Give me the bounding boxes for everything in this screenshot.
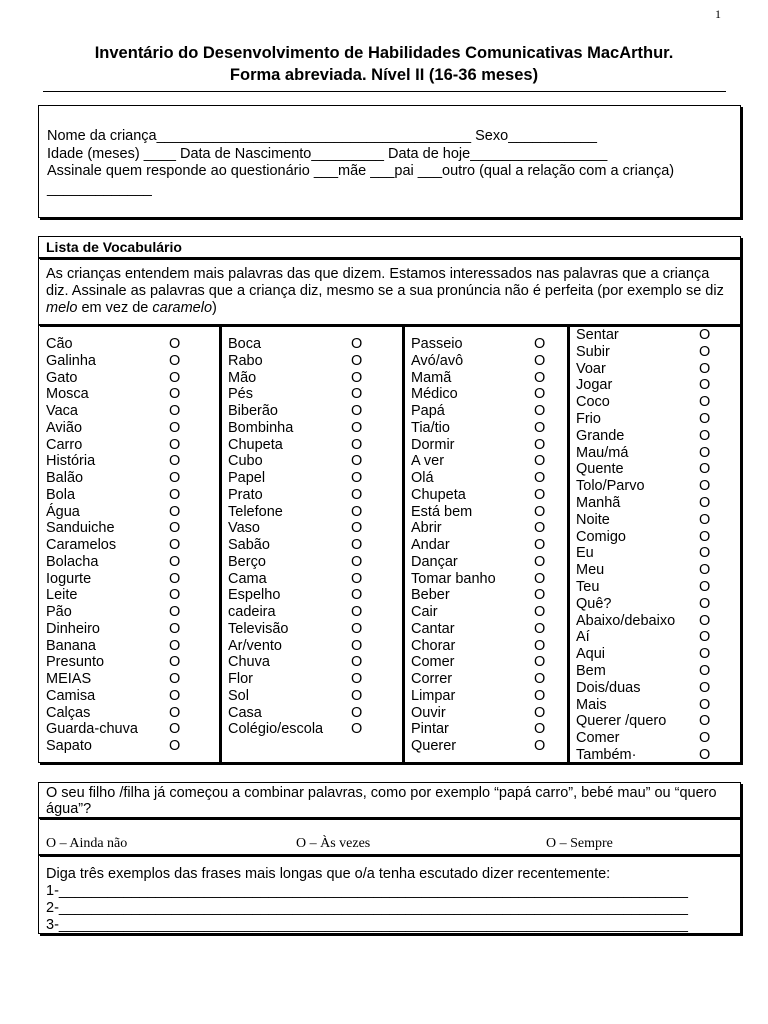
vocab-checkbox[interactable]: O	[534, 637, 546, 654]
vocab-checkbox[interactable]: O	[169, 503, 181, 520]
respondent-relation-field[interactable]: _____________	[47, 180, 152, 197]
vocab-checkbox[interactable]: O	[169, 453, 181, 470]
vocab-word: Dançar	[411, 553, 458, 570]
vocab-word: Sabão	[228, 537, 270, 553]
vocab-word: Sanduiche	[46, 520, 115, 537]
vocab-word: Água	[46, 503, 80, 520]
vocab-word: Jogar	[576, 377, 613, 394]
vocab-word: Calças	[46, 704, 91, 721]
vocab-checkbox[interactable]: O	[351, 386, 363, 403]
vocab-checkbox[interactable]: O	[699, 679, 711, 696]
vocab-word: Aqui	[576, 646, 606, 663]
respondent-field[interactable]: Assinale quem responde ao questionário ___mãe ___pai ___outro (qual a relação com a criança)	[47, 163, 675, 179]
vocab-column-1	[38, 325, 220, 763]
vocab-checkbox[interactable]: O	[699, 646, 711, 663]
longest-phrases-box	[38, 855, 741, 934]
vocab-word: Comer	[411, 654, 455, 671]
vocab-word: Camisa	[46, 687, 96, 704]
vocab-word: Correr	[411, 671, 453, 687]
vocab-checkbox[interactable]: O	[169, 352, 181, 369]
vocab-word: Cão	[46, 336, 73, 352]
vocab-intro-text-2: em vez de	[77, 300, 153, 316]
vocab-word: Bombinha	[228, 419, 294, 436]
phrase-line-1[interactable]: 1-______________________________________________________________________________	[46, 883, 688, 899]
vocab-word: Chupeta	[411, 486, 466, 503]
vocab-checkbox[interactable]: O	[534, 419, 546, 436]
vocab-word: Manhã	[576, 495, 621, 511]
vocab-checkbox[interactable]: O	[699, 545, 711, 562]
vocab-word: Dinheiro	[46, 620, 100, 637]
vocab-checkbox[interactable]: O	[699, 327, 711, 343]
vocab-checkbox[interactable]: O	[699, 747, 711, 763]
vocab-checkbox[interactable]: O	[351, 620, 363, 637]
vocab-checkbox[interactable]: O	[169, 570, 181, 587]
vocab-word: Tolo/Parvo	[576, 478, 645, 495]
vocab-checkbox[interactable]: O	[169, 704, 181, 721]
vocab-checkbox[interactable]: O	[699, 427, 711, 444]
page-number: 1	[715, 7, 721, 21]
vocab-checkbox[interactable]: O	[169, 403, 181, 419]
vocab-checkbox[interactable]: O	[169, 336, 181, 352]
vocab-checkbox[interactable]: O	[169, 637, 181, 654]
vocab-word: Dois/duas	[576, 679, 641, 696]
vocab-checkbox[interactable]: O	[351, 470, 363, 486]
vocab-word: Ar/vento	[228, 637, 282, 654]
vocab-checkbox[interactable]: O	[169, 419, 181, 436]
vocab-word: Teu	[576, 579, 600, 595]
vocab-checkbox[interactable]: O	[534, 704, 546, 721]
vocab-checkbox[interactable]: O	[699, 360, 711, 377]
vocab-checkbox[interactable]: O	[351, 604, 363, 620]
vocab-word: Andar	[411, 537, 450, 553]
vocab-word: Balão	[46, 470, 84, 486]
vocab-word: Médico	[411, 386, 458, 403]
option-sometimes[interactable]: O – Às vezes	[296, 836, 371, 851]
vocab-word: MEIAS	[46, 671, 92, 687]
vocab-word: Dormir	[411, 436, 455, 453]
vocab-word: Avião	[46, 419, 83, 436]
vocab-checkbox[interactable]: O	[534, 336, 546, 352]
vocab-checkbox[interactable]: O	[169, 436, 181, 453]
vocab-checkbox[interactable]: O	[169, 687, 181, 704]
vocab-checkbox[interactable]: O	[351, 369, 363, 386]
vocab-word: Colégio/escola	[228, 721, 324, 738]
vocab-word: Abaixo/debaixo	[576, 612, 676, 629]
vocab-checkbox[interactable]: O	[351, 553, 363, 570]
vocab-checkbox[interactable]: O	[699, 377, 711, 394]
vocab-checkbox[interactable]: O	[534, 738, 546, 754]
phrases-prompt: Diga três exemplos das frases mais longas que o/a tenha escutado dizer recentemente:	[46, 866, 611, 882]
vocab-word: Sentar	[576, 327, 619, 343]
vocab-checkbox[interactable]: O	[351, 403, 363, 419]
child-name-field[interactable]: Nome da criança_______________________________________ Sexo___________	[47, 128, 597, 144]
vocab-checkbox[interactable]: O	[699, 478, 711, 495]
vocab-word: Aí	[576, 629, 590, 646]
page-title	[38, 42, 730, 86]
age-date-field[interactable]: Idade (meses) ____ Data de Nascimento_________ Data de hoje_________________	[47, 145, 608, 162]
vocab-word: Olá	[411, 470, 434, 486]
vocab-word: Iogurte	[46, 570, 92, 587]
vocab-column-4	[568, 325, 741, 763]
vocab-word: Cantar	[411, 620, 455, 637]
vocab-word: Tia/tio	[411, 419, 450, 436]
vocab-checkbox[interactable]: O	[534, 369, 546, 386]
title-line-1: Inventário do Desenvolvimento de Habilidades Comunicativas MacArthur.	[94, 44, 674, 62]
vocab-checkbox[interactable]: O	[169, 470, 181, 486]
vocab-word: Cama	[228, 570, 267, 587]
vocab-checkbox[interactable]: O	[699, 444, 711, 461]
vocab-word: Querer /quero	[576, 713, 667, 730]
vocab-intro-example-1: melo	[46, 300, 78, 316]
vocab-word: Vaca	[46, 403, 78, 419]
vocab-word: Bem	[576, 663, 606, 679]
vocab-word: Carro	[46, 436, 83, 453]
title-line-2: Forma abreviada. Nível II (16-36 meses)	[229, 66, 539, 84]
vocab-word: Quente	[576, 461, 624, 478]
vocab-word: Rabo	[228, 352, 263, 369]
vocab-checkbox[interactable]: O	[534, 570, 546, 587]
vocab-checkbox[interactable]: O	[699, 579, 711, 595]
vocab-column-2	[220, 325, 403, 763]
vocab-word: Mau/má	[576, 444, 629, 461]
vocab-checkbox[interactable]: O	[699, 528, 711, 545]
vocab-checkbox[interactable]: O	[534, 654, 546, 671]
vocab-word: Frio	[576, 411, 601, 427]
vocab-word: Voar	[576, 360, 606, 377]
vocab-checkbox[interactable]: O	[534, 553, 546, 570]
vocab-intro-text-3: )	[212, 300, 217, 316]
vocab-word: Subir	[576, 343, 610, 360]
combine-options	[38, 818, 741, 855]
vocab-checkbox[interactable]: O	[169, 671, 181, 687]
vocab-column-3	[403, 325, 568, 763]
vocab-checkbox[interactable]: O	[699, 511, 711, 528]
vocab-word: Biberão	[228, 403, 278, 419]
vocab-checkbox[interactable]: O	[351, 453, 363, 470]
vocab-word: Chorar	[411, 637, 456, 654]
vocab-word: A ver	[411, 453, 445, 470]
vocab-checkbox[interactable]: O	[169, 620, 181, 637]
vocab-word: Presunto	[46, 654, 105, 671]
vocab-word: Boca	[228, 336, 262, 352]
vocab-word: Caramelos	[46, 537, 117, 553]
vocab-checkbox[interactable]: O	[351, 352, 363, 369]
vocab-checkbox[interactable]: O	[534, 386, 546, 403]
option-not-yet[interactable]: O – Ainda não	[46, 836, 128, 851]
vocab-word: Bolacha	[46, 553, 99, 570]
vocab-word: Flor	[228, 671, 253, 687]
vocab-section-title: Lista de Vocabulário	[38, 236, 741, 258]
vocab-checkbox[interactable]: O	[169, 520, 181, 537]
vocab-checkbox[interactable]: O	[534, 721, 546, 738]
vocab-checkbox[interactable]: O	[534, 352, 546, 369]
vocab-checkbox[interactable]: O	[534, 436, 546, 453]
vocab-word: Espelho	[228, 587, 281, 604]
vocab-word: Televisão	[228, 620, 289, 637]
vocab-checkbox[interactable]: O	[169, 486, 181, 503]
vocab-checkbox[interactable]: O	[534, 486, 546, 503]
vocab-word: Comer	[576, 730, 620, 747]
vocab-intro-example-2: caramelo	[152, 300, 213, 316]
vocab-word: Passeio	[411, 336, 463, 352]
title-rule	[43, 91, 726, 92]
vocab-checkbox[interactable]: O	[534, 587, 546, 604]
vocab-checkbox[interactable]: O	[351, 654, 363, 671]
vocab-word: Mão	[228, 369, 257, 386]
vocab-checkbox[interactable]: O	[351, 704, 363, 721]
vocab-word: Berço	[228, 553, 266, 570]
vocab-word: Grande	[576, 427, 625, 444]
vocab-checkbox[interactable]: O	[351, 336, 363, 352]
vocab-word: Guarda-chuva	[46, 721, 138, 738]
vocab-word: Tomar banho	[411, 570, 496, 587]
vocab-checkbox[interactable]: O	[169, 553, 181, 570]
vocab-word: Leite	[46, 587, 78, 604]
vocab-word: Prato	[228, 486, 263, 503]
vocab-checkbox[interactable]: O	[699, 495, 711, 511]
vocab-checkbox[interactable]: O	[169, 386, 181, 403]
vocab-checkbox[interactable]: O	[169, 537, 181, 553]
vocab-instructions	[38, 258, 741, 325]
phrase-line-2[interactable]: 2-______________________________________________________________________________	[46, 900, 688, 916]
child-info-box	[38, 105, 741, 218]
vocab-checkbox[interactable]: O	[169, 654, 181, 671]
vocab-checkbox[interactable]: O	[534, 687, 546, 704]
vocab-word: Mais	[576, 696, 607, 713]
vocab-checkbox[interactable]: O	[699, 394, 711, 411]
vocab-checkbox[interactable]: O	[534, 453, 546, 470]
vocab-word: Ouvir	[411, 704, 446, 721]
vocab-checkbox[interactable]: O	[534, 503, 546, 520]
vocab-checkbox[interactable]: O	[699, 411, 711, 427]
vocab-checkbox[interactable]: O	[351, 637, 363, 654]
vocab-checkbox[interactable]: O	[699, 612, 711, 629]
vocab-checkbox[interactable]: O	[699, 730, 711, 747]
vocab-checkbox[interactable]: O	[699, 629, 711, 646]
vocab-word: Telefone	[228, 503, 283, 520]
vocab-word: Pão	[46, 604, 72, 620]
vocab-word: Mosca	[46, 386, 89, 403]
vocab-word: Casa	[228, 704, 262, 721]
vocab-word: Papel	[228, 470, 266, 486]
vocab-word: Mamã	[411, 369, 452, 386]
vocab-checkbox[interactable]: O	[351, 721, 363, 738]
vocab-word: Limpar	[411, 687, 456, 704]
vocab-checkbox[interactable]: O	[169, 721, 181, 738]
vocab-checkbox[interactable]: O	[351, 687, 363, 704]
vocab-word: Também·	[576, 747, 637, 763]
vocab-word: Banana	[46, 637, 96, 654]
vocab-checkbox[interactable]: O	[169, 587, 181, 604]
vocab-word: Avó/avô	[411, 352, 464, 369]
vocab-checkbox[interactable]: O	[351, 587, 363, 604]
vocab-word: Coco	[576, 394, 610, 411]
vocab-word: Quê?	[576, 595, 612, 612]
vocab-checkbox[interactable]: O	[534, 520, 546, 537]
vocab-word: Noite	[576, 511, 610, 528]
vocab-word: Querer	[411, 738, 457, 754]
vocab-word: Cubo	[228, 453, 263, 470]
vocab-checkbox[interactable]: O	[699, 713, 711, 730]
vocab-checkbox[interactable]: O	[351, 436, 363, 453]
vocab-checkbox[interactable]: O	[534, 620, 546, 637]
vocab-word: Sol	[228, 687, 249, 704]
vocab-word: Beber	[411, 587, 450, 604]
vocab-checkbox[interactable]: O	[351, 520, 363, 537]
vocab-checkbox[interactable]: O	[534, 403, 546, 419]
vocab-word: Comigo	[576, 528, 626, 545]
vocab-checkbox[interactable]: O	[699, 562, 711, 579]
vocab-checkbox[interactable]: O	[534, 604, 546, 620]
vocab-word: Está bem	[411, 503, 473, 520]
vocab-word: Papá	[411, 403, 445, 419]
option-always[interactable]: O – Sempre	[546, 836, 613, 851]
vocab-word: Sapato	[46, 738, 92, 754]
vocab-checkbox[interactable]: O	[699, 595, 711, 612]
vocab-checkbox[interactable]: O	[351, 537, 363, 553]
vocab-checkbox[interactable]: O	[699, 696, 711, 713]
vocab-word: Meu	[576, 562, 605, 579]
phrase-line-3[interactable]: 3-______________________________________________________________________________	[46, 917, 688, 933]
vocab-checkbox[interactable]: O	[351, 570, 363, 587]
vocab-checkbox[interactable]: O	[169, 738, 181, 754]
vocab-word: Vaso	[228, 520, 260, 537]
vocab-word: Abrir	[411, 520, 442, 537]
vocab-checkbox[interactable]: O	[351, 503, 363, 520]
vocab-checkbox[interactable]: O	[699, 343, 711, 360]
vocab-word: Pintar	[411, 721, 449, 738]
vocab-intro-text: As crianças entendem mais palavras das que dizem. Estamos interessados nas palavras que a criança diz. Assinale as palavras que a criança diz, mesmo se a sua pronúncia não é perfeita (por exemplo se diz	[46, 266, 724, 299]
vocab-word: Cair	[411, 604, 438, 620]
vocab-checkbox[interactable]: O	[351, 486, 363, 503]
vocab-checkbox[interactable]: O	[534, 470, 546, 486]
vocab-checkbox[interactable]: O	[699, 663, 711, 679]
vocab-checkbox[interactable]: O	[351, 671, 363, 687]
vocab-word: cadeira	[228, 604, 276, 620]
vocab-checkbox[interactable]: O	[351, 419, 363, 436]
vocab-word: Chupeta	[228, 436, 283, 453]
vocab-word: Bola	[46, 486, 76, 503]
vocab-word: Galinha	[46, 352, 96, 369]
vocab-checkbox[interactable]: O	[534, 671, 546, 687]
vocab-checkbox[interactable]: O	[169, 604, 181, 620]
vocab-checkbox[interactable]: O	[534, 537, 546, 553]
vocab-word: Chuva	[228, 654, 270, 671]
vocab-word: Pés	[228, 386, 253, 403]
vocab-word: Gato	[46, 369, 78, 386]
vocab-checkbox[interactable]: O	[699, 461, 711, 478]
vocab-word: Eu	[576, 545, 594, 562]
combine-words-question: O seu filho /filha já começou a combinar palavras, como por exemplo “papá carro”, bebé mau” ou “quero água”?	[38, 782, 741, 818]
vocab-checkbox[interactable]: O	[169, 369, 181, 386]
vocab-word: História	[46, 453, 96, 470]
